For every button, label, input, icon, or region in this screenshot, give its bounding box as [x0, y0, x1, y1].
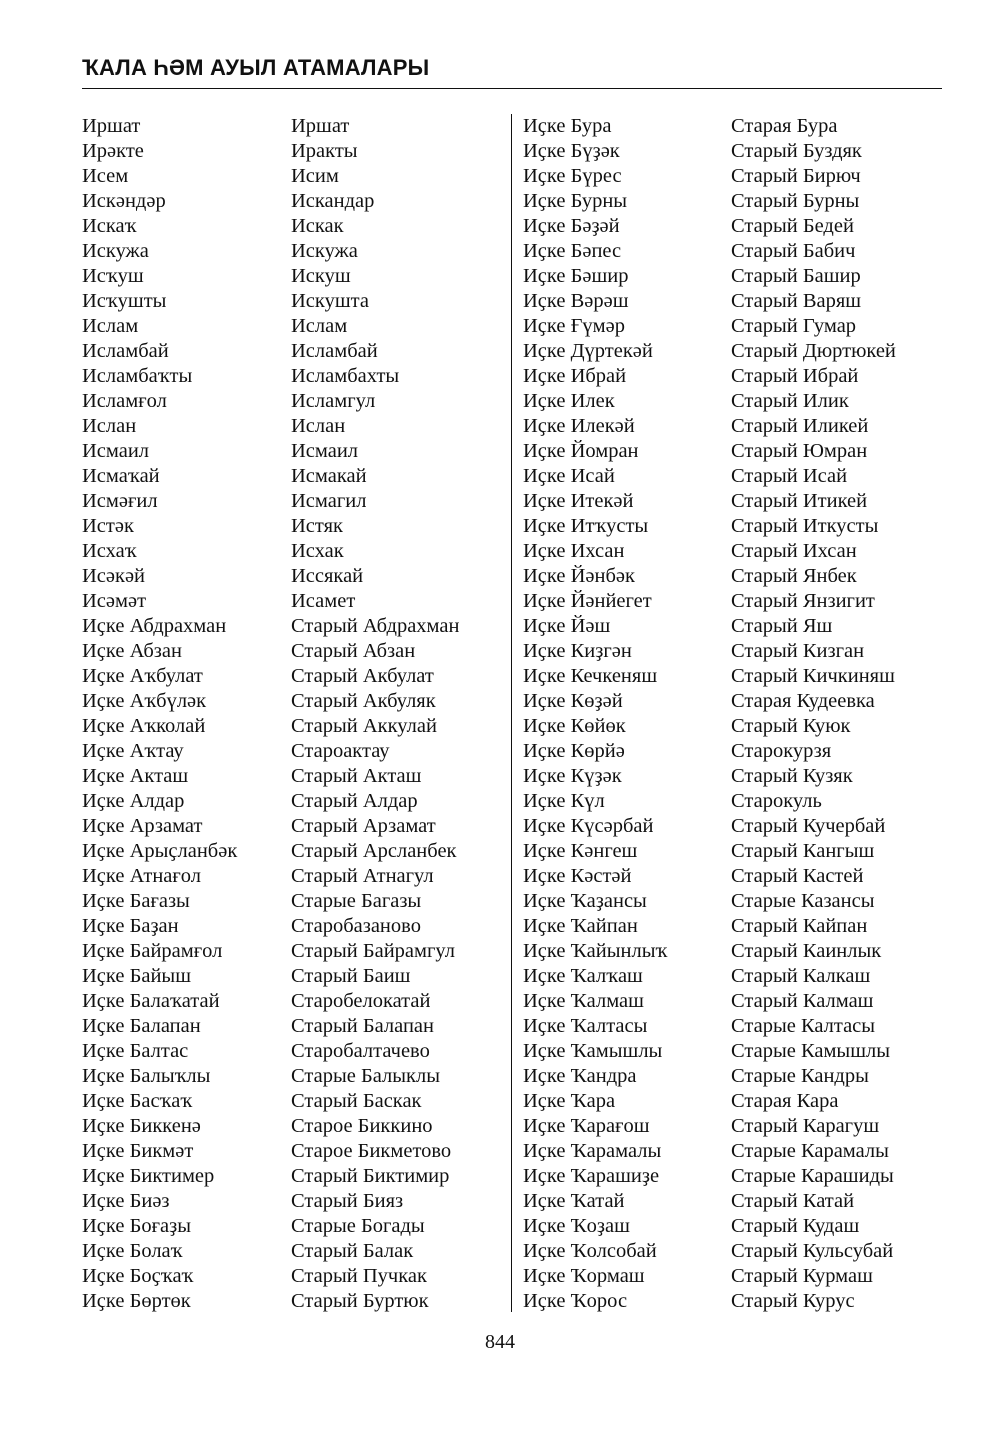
entry-name: Иҫке Абзан [82, 640, 182, 662]
entry-name: Исем [82, 165, 129, 187]
entry-name: Старый Акбулат [291, 665, 434, 687]
entry-name: Иҫке Көҙәй [523, 690, 623, 712]
entry-name: Иҫке Бағазы [82, 890, 190, 912]
entry-name: Старый Баскак [291, 1090, 422, 1112]
entry-name: Иҫке Болаҡ [82, 1240, 183, 1262]
entry-name: Старые Карамалы [731, 1140, 889, 1162]
entry-name: Старый Арзамат [291, 815, 436, 837]
entry-name: Старый Атнагул [291, 865, 434, 887]
entry-name: Иҫке Илек [523, 390, 615, 412]
entry-name: Иҫке Ҡарамалы [523, 1140, 662, 1162]
right-russian-column [731, 114, 896, 1314]
entry-name: Исламғол [82, 390, 167, 412]
entry-name: Иҫке Ҡарағош [523, 1115, 650, 1137]
entry-name: Исмаил [82, 440, 150, 462]
entry-name: Старый Пучкак [291, 1265, 427, 1287]
entry-name: Иҫке Ҡара [523, 1090, 616, 1112]
entry-name: Старый Бабич [731, 240, 856, 262]
entry-name: Иҫке Баҙан [82, 915, 179, 937]
entry-name: Иҫке Ҡолсобай [523, 1240, 657, 1262]
entry-name: Иҫке Ҡандра [523, 1065, 637, 1087]
entry-name: Иҫке Балыҡлы [82, 1065, 211, 1087]
entry-name: Старые Казансы [731, 890, 875, 912]
entry-name: Иҫке Илекәй [523, 415, 635, 437]
entry-name: Иҫке Кәнгеш [523, 840, 638, 862]
entry-name: Старый Варяш [731, 290, 862, 312]
entry-name: Иҫке Ҡалмаш [523, 990, 644, 1012]
entry-name: Иҫке Абдрахман [82, 615, 227, 637]
entry-name: Иршат [291, 115, 350, 137]
entry-name: Старый Кайпан [731, 915, 868, 937]
entry-name: Иҫке Ҡайпан [523, 915, 638, 937]
entry-name: Старый Курмаш [731, 1265, 873, 1287]
entry-name: Искәндәр [82, 190, 166, 212]
entry-name: Старый Балапан [291, 1015, 434, 1037]
entry-name: Иҫке Алдар [82, 790, 185, 812]
entry-name: Исҡушты [82, 290, 167, 312]
entry-name: Иссякай [291, 565, 364, 587]
entry-name: Иҫке Биккенә [82, 1115, 201, 1137]
entry-name: Иҫке Боғаҙы [82, 1215, 191, 1237]
entry-name: Старый Кудаш [731, 1215, 860, 1237]
right-bashkir-column [523, 114, 667, 1314]
entry-name: Иҫке Бура [523, 115, 612, 137]
entry-name: Иҫке Бүрес [523, 165, 622, 187]
entry-name: Исламбай [291, 340, 378, 362]
entry-name: Иҫке Йәш [523, 615, 611, 637]
entry-name: Иҫке Ҡоҙаш [523, 1215, 630, 1237]
entry-name: Иҫке Балаҡатай [82, 990, 220, 1012]
entry-name: Старая Бура [731, 115, 838, 137]
entry-name: Старый Кульсубай [731, 1240, 894, 1262]
entry-name: Иҫке Күсәрбай [523, 815, 654, 837]
entry-name: Иҫке Күҙәк [523, 765, 622, 787]
entry-name: Старый Илик [731, 390, 849, 412]
entry-name: Искандар [291, 190, 375, 212]
entry-name: Старый Абдрахман [291, 615, 460, 637]
page-number: 844 [485, 1331, 515, 1353]
entry-name: Старый Абзан [291, 640, 416, 662]
entry-name: Старый Катай [731, 1190, 855, 1212]
entry-name: Старый Дюртюкей [731, 340, 896, 362]
entry-name: Иҫке Аҡколай [82, 715, 206, 737]
entry-name: Старый Итикей [731, 490, 868, 512]
entry-name: Иҫке Көйөк [523, 715, 626, 737]
entry-name: Старый Юмран [731, 440, 868, 462]
entry-name: Старый Кастей [731, 865, 864, 887]
entry-name: Искушта [291, 290, 369, 312]
entry-name: Искак [291, 215, 344, 237]
entry-name: Исламбаҡты [82, 365, 193, 387]
entry-name: Иҫке Бәҙәй [523, 215, 620, 237]
entry-name: Иҫке Ҡайынлыҡ [523, 940, 668, 962]
entry-name: Старый Бирюч [731, 165, 861, 187]
entry-name: Ирәкте [82, 140, 144, 162]
entry-name: Иҫке Биәз [82, 1190, 170, 1212]
entry-name: Староактау [291, 740, 390, 762]
entry-name: Иҫке Аҡбулат [82, 665, 203, 687]
entry-name: Иҫке Боҫҡаҡ [82, 1265, 194, 1287]
entry-name: Иҫке Аҡтау [82, 740, 184, 762]
entry-name: Иҫке Кәстәй [523, 865, 632, 887]
entry-name: Ислам [291, 315, 348, 337]
entry-name: Старый Ихсан [731, 540, 857, 562]
entry-name: Иршат [82, 115, 141, 137]
entry-name: Иҫке Бөртөк [82, 1290, 191, 1312]
left-bashkir-column [82, 114, 237, 1314]
entry-name: Иҫке Ихсан [523, 540, 625, 562]
entry-name: Исламбай [82, 340, 169, 362]
entry-name: Иҫке Ҡалтасы [523, 1015, 648, 1037]
entry-name: Иҫке Бикмәт [82, 1140, 194, 1162]
entry-name: Старый Арсланбек [291, 840, 457, 862]
entry-name: Старый Балак [291, 1240, 414, 1262]
entry-name: Исмаил [291, 440, 359, 462]
entry-name: Искужа [291, 240, 358, 262]
entry-name: Исмаҡай [82, 465, 160, 487]
entry-name: Старый Акбуляк [291, 690, 436, 712]
entry-name: Старые Багазы [291, 890, 422, 912]
entry-name: Истяк [291, 515, 343, 537]
page-header-title: ҠАЛА ҺӘМ АУЫЛ АТАМАЛАРЫ [82, 55, 430, 80]
entry-name: Исмәғил [82, 490, 158, 512]
entry-name: Исмагил [291, 490, 367, 512]
header-rule [82, 88, 942, 89]
entry-name: Иҫке Биктимер [82, 1165, 215, 1187]
entry-name: Старое Бикметово [291, 1140, 452, 1162]
entry-name: Иҫке Көрйә [523, 740, 625, 762]
entry-name: Ислам [82, 315, 139, 337]
entry-name: Исхаҡ [82, 540, 137, 562]
column-divider [511, 114, 512, 1312]
entry-name: Старобалтачево [291, 1040, 430, 1062]
entry-name: Иҫке Күл [523, 790, 605, 812]
entry-name: Старый Башир [731, 265, 861, 287]
entry-name: Старый Куюк [731, 715, 851, 737]
entry-name: Иҫке Кечкеняш [523, 665, 658, 687]
entry-name: Иҫке Ҡалҡаш [523, 965, 643, 987]
entry-name: Иҫке Балтас [82, 1040, 189, 1062]
entry-name: Искаҡ [82, 215, 137, 237]
entry-name: Иҫке Байыш [82, 965, 191, 987]
entry-name: Иҫке Ҡормаш [523, 1265, 645, 1287]
entry-name: Старый Аккулай [291, 715, 437, 737]
entry-name: Старый Буртюк [291, 1290, 429, 1312]
entry-name: Иҫке Ғүмәр [523, 315, 625, 337]
left-russian-column [291, 114, 459, 1314]
entry-name: Иҫке Дүртекәй [523, 340, 653, 362]
entry-name: Старый Кангыш [731, 840, 875, 862]
entry-name: Иҫке Ибрай [523, 365, 627, 387]
entry-name: Старый Янбек [731, 565, 857, 587]
entry-name: Старый Бияз [291, 1190, 404, 1212]
entry-name: Иҫке Атнағол [82, 865, 202, 887]
entry-name: Старый Байрамгул [291, 940, 455, 962]
entry-name: Старый Акташ [291, 765, 422, 787]
entry-name: Иҫке Йәнйегет [523, 590, 652, 612]
entry-name: Старобазаново [291, 915, 421, 937]
entry-name: Старые Богады [291, 1215, 425, 1237]
entry-name: Старый Калмаш [731, 990, 874, 1012]
entry-name: Истәк [82, 515, 134, 537]
entry-name: Иҫке Йәнбәк [523, 565, 635, 587]
entry-name: Исламбахты [291, 365, 400, 387]
entry-name: Исим [291, 165, 339, 187]
entry-name: Иҫке Итҡусты [523, 515, 649, 537]
entry-name: Иҫке Бурны [523, 190, 628, 212]
entry-name: Иҫке Ҡамышлы [523, 1040, 663, 1062]
entry-name: Иҫке Вәрәш [523, 290, 629, 312]
entry-name: Иҫке Бәпес [523, 240, 622, 262]
entry-name: Старый Биктимир [291, 1165, 450, 1187]
entry-name: Исмакай [291, 465, 367, 487]
entry-name: Иҫке Итекәй [523, 490, 634, 512]
entry-name: Ислан [82, 415, 137, 437]
entry-name: Старый Иликей [731, 415, 869, 437]
entry-name: Исәмәт [82, 590, 147, 612]
entry-name: Старый Бедей [731, 215, 854, 237]
entry-name: Старобелокатай [291, 990, 431, 1012]
entry-name: Старое Биккино [291, 1115, 433, 1137]
entry-name: Старые Калтасы [731, 1015, 876, 1037]
entry-name: Исәкәй [82, 565, 146, 587]
entry-name: Старая Кара [731, 1090, 839, 1112]
entry-name: Иҫке Ҡаҙансы [523, 890, 647, 912]
entry-name: Старые Камышлы [731, 1040, 890, 1062]
entry-name: Исхак [291, 540, 344, 562]
entry-name: Иҫке Арзамат [82, 815, 203, 837]
entry-name: Иҫке Ҡорос [523, 1290, 628, 1312]
entry-name: Старый Кучербай [731, 815, 886, 837]
entry-name: Исламгул [291, 390, 376, 412]
entry-name: Иҫке Бәшир [523, 265, 629, 287]
entry-name: Старый Курус [731, 1290, 855, 1312]
entry-name: Иҫке Йомран [523, 440, 639, 462]
entry-name: Старый Калкаш [731, 965, 871, 987]
entry-name: Старый Ибрай [731, 365, 859, 387]
entry-name: Иҫке Ҡарашиҙе [523, 1165, 660, 1187]
entry-name: Старый Буздяк [731, 140, 862, 162]
entry-name: Иҫке Арыҫланбәк [82, 840, 238, 862]
entry-name: Иҫке Бүҙәк [523, 140, 620, 162]
entry-name: Иракты [291, 140, 358, 162]
entry-name: Старые Кандры [731, 1065, 869, 1087]
entry-name: Исамет [291, 590, 356, 612]
entry-name: Исҡуш [82, 265, 144, 287]
entry-name: Старые Карашиды [731, 1165, 894, 1187]
entry-name: Искужа [82, 240, 149, 262]
entry-name: Старокурзя [731, 740, 832, 762]
entry-name: Ислан [291, 415, 346, 437]
entry-name: Старый Алдар [291, 790, 418, 812]
entry-name: Старые Балыклы [291, 1065, 440, 1087]
entry-name: Старый Янзигит [731, 590, 875, 612]
entry-name: Старый Кизган [731, 640, 865, 662]
entry-name: Старый Гумар [731, 315, 857, 337]
entry-name: Старый Иткусты [731, 515, 879, 537]
entry-name: Иҫке Исай [523, 465, 615, 487]
entry-name: Старый Карагуш [731, 1115, 880, 1137]
entry-name: Иҫке Балапан [82, 1015, 201, 1037]
entry-name: Иҫке Киҙгән [523, 640, 632, 662]
entry-name: Искуш [291, 265, 351, 287]
entry-name: Иҫке Акташ [82, 765, 189, 787]
entry-name: Старый Яш [731, 615, 833, 637]
entry-name: Иҫке Басҡаҡ [82, 1090, 193, 1112]
entry-name: Старый Исай [731, 465, 848, 487]
entry-name: Старокуль [731, 790, 822, 812]
entry-name: Старый Бурны [731, 190, 860, 212]
entry-name: Старый Баиш [291, 965, 411, 987]
entry-name: Иҫке Байрамғол [82, 940, 223, 962]
entry-name: Иҫке Аҡбүләк [82, 690, 207, 712]
entry-name: Старый Кузяк [731, 765, 853, 787]
entry-name: Старый Каинлык [731, 940, 882, 962]
entry-name: Иҫке Ҡатай [523, 1190, 625, 1212]
entry-name: Старый Кичкиняш [731, 665, 895, 687]
entry-name: Старая Кудеевка [731, 690, 875, 712]
